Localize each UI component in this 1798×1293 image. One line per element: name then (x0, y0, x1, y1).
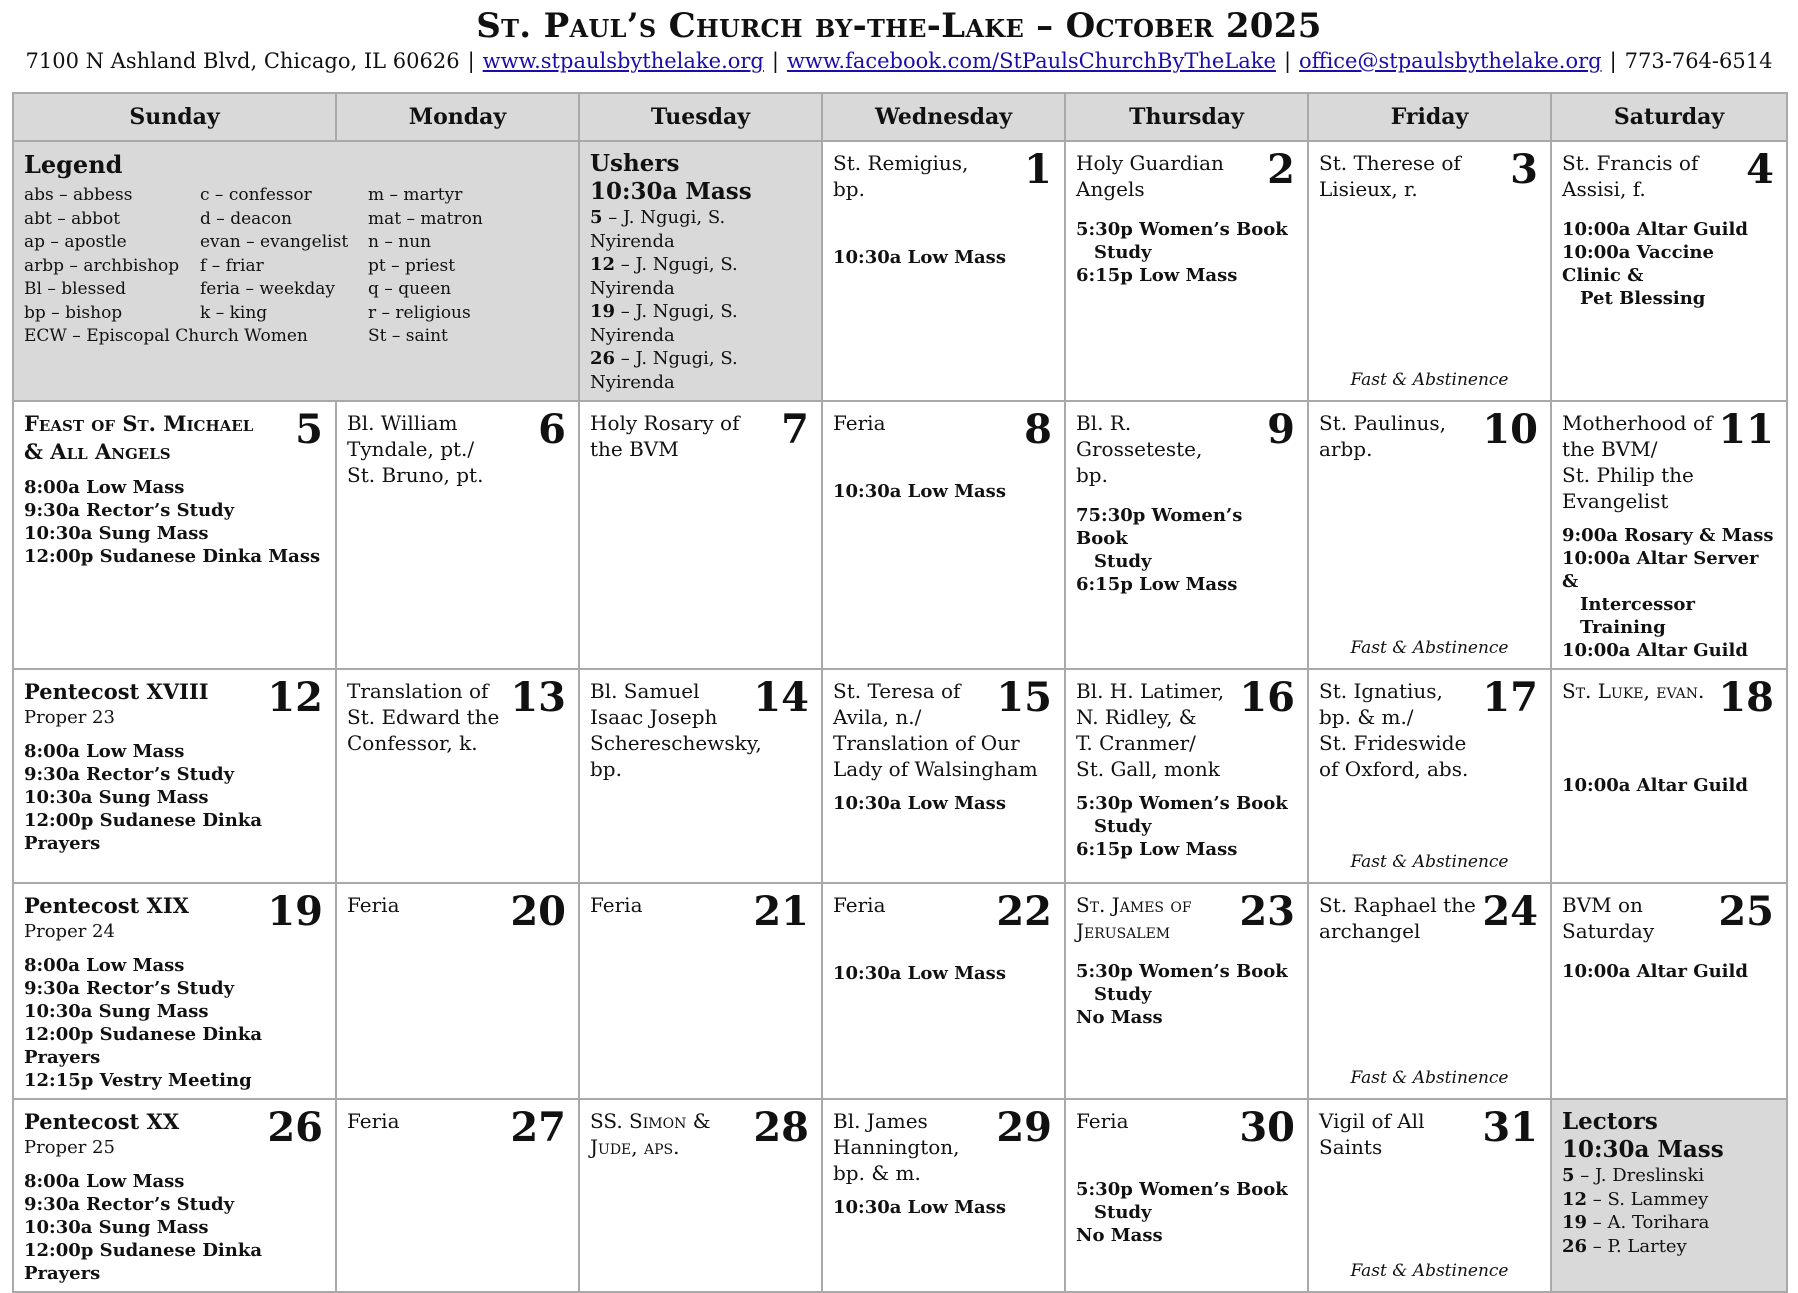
feast-name: N. Ridley, & (1076, 705, 1197, 729)
event: 10:30a Sung Mass (24, 1217, 209, 1238)
weekday-saturday: Saturday (1551, 93, 1787, 141)
event: No Mass (1076, 1225, 1163, 1246)
fast-abstinence-note: Fast & Abstinence (1350, 1068, 1509, 1088)
feast-name: St. Frideswide of Oxford, abs. (1319, 731, 1469, 781)
lectors-box (1551, 1099, 1787, 1292)
feast-name: Feria (347, 1109, 400, 1133)
event: 10:00a Altar Guild (1562, 961, 1748, 982)
day-cell-18 (1551, 669, 1787, 883)
event: 9:30a Rector’s Study (24, 978, 235, 999)
day-number: 16 (1239, 674, 1295, 721)
day-cell-6 (336, 401, 579, 669)
day-number: 4 (1746, 146, 1774, 193)
day-cell-20 (336, 883, 579, 1099)
event: 12:00p Sudanese Dinka Mass (24, 546, 321, 567)
day-cell-8 (822, 401, 1065, 669)
event: 6:15p Low Mass (1076, 839, 1238, 860)
day-cell-10 (1308, 401, 1551, 669)
weekday-thursday: Thursday (1065, 93, 1308, 141)
day-number: 10 (1482, 406, 1538, 453)
event-list (1562, 960, 1776, 983)
fast-abstinence-note: Fast & Abstinence (1350, 638, 1509, 658)
proper-label: Proper 23 (24, 707, 115, 728)
legend-entry: d – deacon (200, 208, 292, 229)
feast-name: Pentecost XIX (24, 893, 189, 918)
day-cell-7 (579, 401, 822, 669)
fast-abstinence-note: Fast & Abstinence (1350, 852, 1509, 872)
feast-name: Bl. Samuel Isaac Joseph Schereschewsky, bp. (590, 679, 762, 781)
ushers-subtitle: 10:30a Mass (590, 178, 752, 205)
calendar-header (0, 0, 1798, 80)
ushers-title: Ushers (590, 150, 680, 177)
feast-name: BVM on Saturday (1562, 893, 1655, 943)
phone-number: 773-764-6514 (1624, 49, 1773, 73)
event-list (833, 246, 1054, 269)
legend-entry: pt – priest (368, 255, 456, 276)
day-cell-14 (579, 669, 822, 883)
legend-entry: ap – apostle (24, 232, 127, 252)
legend-box (13, 141, 579, 401)
event-list (833, 962, 1054, 985)
event-list (833, 1196, 1054, 1219)
day-cell-3 (1308, 141, 1551, 401)
event: 10:30a Sung Mass (24, 523, 209, 544)
feast-name: St. Gall, monk (1076, 757, 1220, 781)
event: 12:00p Sudanese Dinka Prayers (24, 1024, 262, 1068)
feast-name: Holy Rosary of the BVM (590, 411, 740, 461)
feast-name: T. Cranmer/ (1076, 731, 1196, 755)
event-list (1562, 218, 1776, 310)
weekday-friday: Friday (1308, 93, 1551, 141)
separator: | (1283, 49, 1292, 73)
legend-entry: St – saint (368, 326, 448, 346)
weekday-wednesday: Wednesday (822, 93, 1065, 141)
event: 10:00a Altar Server & Intercessor Training (1562, 548, 1759, 638)
event: 5:30p Women’s Book Study (1076, 961, 1288, 1005)
calendar-grid (12, 92, 1788, 1293)
day-number: 25 (1718, 888, 1774, 935)
separator: | (1609, 49, 1617, 73)
legend-entry: c – confessor (200, 185, 312, 205)
contact-line (0, 46, 1798, 76)
legend-title: Legend (24, 150, 123, 179)
event: 10:30a Low Mass (833, 481, 1006, 502)
day-cell-15 (822, 669, 1065, 883)
event: 10:00a Altar Guild (1562, 640, 1748, 661)
event-list (1076, 218, 1297, 287)
feast-name: Feria (1076, 1109, 1129, 1133)
event: 10:30a Low Mass (833, 963, 1006, 984)
weekday-header-row (13, 93, 1787, 141)
feast-name: Feria (833, 411, 886, 435)
day-cell-26 (13, 1099, 336, 1292)
day-number: 13 (510, 674, 566, 721)
week-row-1 (13, 141, 1787, 401)
event: 10:00a Vaccine Clinic & Pet Blessing (1562, 242, 1714, 309)
event: 10:30a Low Mass (833, 793, 1006, 814)
separator: | (771, 49, 779, 73)
legend-entry: q – queen (368, 279, 452, 299)
event-list (1076, 792, 1297, 861)
day-number: 17 (1482, 674, 1538, 721)
page-title: St. Paul’s Church by-the-Lake – October 2025 (476, 6, 1322, 46)
legend-entry: r – religious (368, 302, 471, 323)
day-cell-30 (1065, 1099, 1308, 1292)
day-number: 28 (753, 1104, 809, 1151)
event-list (833, 792, 1054, 815)
day-number: 12 (267, 674, 323, 721)
legend-entry: n – nun (368, 232, 432, 252)
day-cell-25 (1551, 883, 1787, 1099)
day-number: 2 (1267, 146, 1295, 193)
event-list (24, 476, 325, 568)
event: 9:30a Rector’s Study (24, 1194, 235, 1215)
event: 12:00p Sudanese Dinka Prayers (24, 810, 262, 854)
event: 10:30a Sung Mass (24, 1001, 209, 1022)
feast-name: Bl. William Tyndale, pt./ St. Bruno, pt. (347, 411, 484, 487)
day-number: 6 (538, 406, 566, 453)
event: 9:30a Rector’s Study (24, 500, 235, 521)
day-number: 31 (1482, 1104, 1538, 1151)
lectors-title: Lectors (1562, 1108, 1658, 1135)
day-cell-9 (1065, 401, 1308, 669)
legend-last-row (24, 325, 568, 349)
lector-entry: 5 – J. Dreslinski (1562, 1165, 1705, 1186)
day-number: 3 (1510, 146, 1538, 193)
event: No Mass (1076, 1007, 1163, 1028)
day-number: 29 (996, 1104, 1052, 1151)
event: 8:00a Low Mass (24, 955, 185, 976)
day-cell-31 (1308, 1099, 1551, 1292)
website-link[interactable]: www.stpaulsbythelake.org (482, 49, 764, 73)
feast-name: Vigil of All Saints (1319, 1109, 1425, 1159)
feast-name: SS. Simon & Jude, aps. (590, 1109, 711, 1159)
day-cell-28 (579, 1099, 822, 1292)
day-number: 18 (1718, 674, 1774, 721)
facebook-link[interactable]: www.facebook.com/StPaulsChurchByTheLake (786, 49, 1276, 73)
day-number: 20 (510, 888, 566, 935)
event: 8:00a Low Mass (24, 1171, 185, 1192)
legend-entry: feria – weekday (200, 279, 335, 299)
day-number: 5 (295, 406, 323, 453)
day-number: 21 (753, 888, 809, 935)
separator: | (467, 49, 475, 73)
day-number: 8 (1024, 406, 1052, 453)
event-list (24, 740, 325, 855)
feast-name: Translation of St. Edward the Confessor, k. (347, 679, 500, 755)
event: 10:30a Sung Mass (24, 787, 209, 808)
weekday-sunday: Sunday (13, 93, 336, 141)
feast-name: Feria (347, 893, 400, 917)
address: 7100 N Ashland Blvd, Chicago, IL 60626 (25, 49, 460, 73)
day-number: 15 (996, 674, 1052, 721)
day-cell-2 (1065, 141, 1308, 401)
event: 5:30p Women’s Book Study (1076, 219, 1288, 263)
legend-entries (24, 184, 568, 325)
day-cell-23 (1065, 883, 1308, 1099)
lector-entry: 26 – P. Lartey (1562, 1235, 1687, 1257)
day-number: 14 (753, 674, 809, 721)
event: 10:30a Low Mass (833, 247, 1006, 268)
event-list (24, 1170, 325, 1285)
day-number: 30 (1239, 1104, 1295, 1151)
lector-entry: 19 – A. Torihara (1562, 1212, 1710, 1233)
event: 10:00a Altar Guild (1562, 775, 1748, 796)
event-list (1076, 960, 1297, 1029)
feast-name: St. Teresa of Avila, n./ (833, 679, 961, 729)
legend-entry: bp – bishop (24, 302, 123, 323)
event: 75:30p Women’s Book Study (1076, 505, 1243, 572)
day-number: 26 (267, 1104, 323, 1151)
feast-name: Bl. James Hannington, bp. & m. (833, 1109, 960, 1185)
proper-label: Proper 24 (24, 921, 115, 942)
feast-name: St. Francis of Assisi, f. (1562, 151, 1699, 201)
legend-entry: abs – abbess (24, 185, 133, 205)
day-cell-27 (336, 1099, 579, 1292)
day-number: 9 (1267, 406, 1295, 453)
day-cell-22 (822, 883, 1065, 1099)
fast-abstinence-note: Fast & Abstinence (1350, 370, 1509, 390)
day-number: 22 (996, 888, 1052, 935)
feast-name: St. Raphael the archangel (1319, 893, 1476, 943)
legend-entry: m – martyr (368, 185, 463, 205)
feast-name: Motherhood of the BVM/ (1562, 411, 1713, 461)
event-list (1076, 504, 1297, 596)
event-list (833, 480, 1054, 503)
event: 9:30a Rector’s Study (24, 764, 235, 785)
day-cell-19 (13, 883, 336, 1099)
ushers-box (579, 141, 822, 401)
event: 5:30p Women’s Book Study (1076, 1179, 1288, 1223)
usher-entry: 19 – J. Ngugi, S. Nyirenda (590, 301, 738, 346)
legend-entry: abt – abbot (24, 208, 121, 229)
day-cell-17 (1308, 669, 1551, 883)
feast-name: Bl. H. Latimer, (1076, 679, 1225, 703)
feast-name: Holy Guardian Angels (1076, 151, 1224, 201)
usher-entry: 26 – J. Ngugi, S. Nyirenda (590, 348, 738, 393)
feast-name: St. Remigius, bp. (833, 151, 969, 201)
legend-entry: f – friar (200, 255, 264, 276)
proper-label: Proper 25 (24, 1137, 115, 1158)
day-number: 7 (781, 406, 809, 453)
day-cell-13 (336, 669, 579, 883)
event: 10:00a Altar Guild (1562, 219, 1748, 240)
day-number: 1 (1024, 146, 1052, 193)
feast-name: Pentecost XX (24, 1109, 180, 1134)
legend-entry: mat – matron (368, 208, 483, 229)
event-list (24, 954, 325, 1092)
day-cell-29 (822, 1099, 1065, 1292)
feast-name: St. Luke, evan. (1562, 679, 1705, 703)
day-number: 23 (1239, 888, 1295, 935)
feast-name: Translation of Our Lady of Walsingham (833, 731, 1038, 781)
legend-entry: arbp – archbishop (24, 255, 180, 276)
week-row-3 (13, 669, 1787, 883)
event: 8:00a Low Mass (24, 477, 185, 498)
event: 12:00p Sudanese Dinka Prayers (24, 1240, 262, 1284)
email-link[interactable]: office@stpaulsbythelake.org (1299, 49, 1602, 73)
week-row-4 (13, 883, 1787, 1099)
usher-entry: 5 – J. Ngugi, S. Nyirenda (590, 207, 726, 252)
day-cell-4 (1551, 141, 1787, 401)
day-cell-24 (1308, 883, 1551, 1099)
event-list (1076, 1178, 1297, 1247)
day-cell-16 (1065, 669, 1308, 883)
legend-entry: evan – evangelist (200, 232, 349, 252)
legend-entry: Bl – blessed (24, 279, 127, 299)
weekday-tuesday: Tuesday (579, 93, 822, 141)
day-cell-11 (1551, 401, 1787, 669)
event: 5:30p Women’s Book Study (1076, 793, 1288, 837)
feast-name: Feria (590, 893, 643, 917)
event: 9:00a Rosary & Mass (1562, 525, 1774, 546)
event-list (1562, 774, 1776, 797)
day-cell-12 (13, 669, 336, 883)
event-list (1562, 524, 1776, 662)
lector-entry: 12 – S. Lammey (1562, 1188, 1709, 1210)
usher-entry: 12 – J. Ngugi, S. Nyirenda (590, 254, 738, 299)
day-number: 19 (267, 888, 323, 935)
legend-entry: ECW – Episcopal Church Women (24, 326, 308, 346)
feast-name: St. Philip the Evangelist (1562, 463, 1694, 513)
day-cell-21 (579, 883, 822, 1099)
feast-name: St. Ignatius, bp. & m./ (1319, 679, 1443, 729)
feast-name: Pentecost XVIII (24, 679, 209, 704)
legend-entry: k – king (200, 302, 268, 323)
event: 6:15p Low Mass (1076, 574, 1238, 595)
event: 8:00a Low Mass (24, 741, 185, 762)
feast-name: St. James of Jerusalem (1076, 893, 1192, 943)
weekday-monday: Monday (336, 93, 579, 141)
day-cell-1 (822, 141, 1065, 401)
feast-name: St. Paulinus, arbp. (1319, 411, 1446, 461)
feast-name: Feria (833, 893, 886, 917)
day-number: 11 (1718, 406, 1774, 453)
lectors-subtitle: 10:30a Mass (1562, 1136, 1724, 1163)
week-row-2 (13, 401, 1787, 669)
feast-name: Bl. R. Grosseteste, bp. (1076, 411, 1203, 487)
day-cell-5 (13, 401, 336, 669)
feast-name: Feast of St. Michael & All Angels (24, 411, 254, 464)
week-row-5 (13, 1099, 1787, 1292)
event: 6:15p Low Mass (1076, 265, 1238, 286)
event: 12:15p Vestry Meeting (24, 1070, 252, 1091)
event: 10:30a Low Mass (833, 1197, 1006, 1218)
feast-name: St. Therese of Lisieux, r. (1319, 151, 1461, 201)
fast-abstinence-note: Fast & Abstinence (1350, 1261, 1509, 1281)
day-number: 24 (1482, 888, 1538, 935)
day-number: 27 (510, 1104, 566, 1151)
